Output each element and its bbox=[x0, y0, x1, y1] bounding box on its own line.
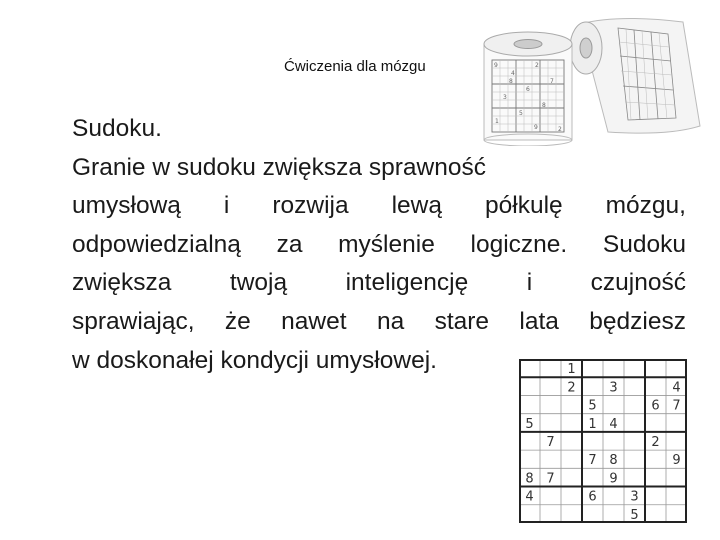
svg-text:9: 9 bbox=[494, 62, 498, 69]
sudoku-digit: 5 bbox=[630, 507, 639, 523]
sudoku-digit: 9 bbox=[609, 471, 618, 487]
sudoku-grid-image bbox=[519, 359, 687, 523]
sudoku-digit: 5 bbox=[588, 398, 597, 414]
svg-text:9: 9 bbox=[534, 124, 538, 131]
sudoku-digit: 4 bbox=[609, 416, 618, 432]
svg-text:6: 6 bbox=[526, 86, 530, 93]
sudoku-digit: 9 bbox=[672, 453, 681, 469]
sudoku-digit: 7 bbox=[546, 435, 555, 450]
svg-text:2: 2 bbox=[558, 126, 562, 133]
sudoku-digit: 5 bbox=[525, 416, 534, 432]
sudoku-digit: 7 bbox=[546, 471, 555, 487]
sudoku-digit: 7 bbox=[588, 453, 597, 469]
svg-text:8: 8 bbox=[509, 78, 513, 85]
sudoku-digit: 2 bbox=[567, 380, 576, 396]
svg-text:8: 8 bbox=[542, 102, 546, 109]
paragraph-line: Granie w sudoku zwiększa sprawność bbox=[72, 153, 486, 181]
paragraph-line: umysłową i rozwija lewą półkulę mózgu, bbox=[72, 192, 686, 220]
sudoku-digit: 3 bbox=[609, 380, 618, 396]
svg-text:5: 5 bbox=[519, 110, 523, 117]
paragraph-line: sprawiając, że nawet na stare lata będziesz bbox=[72, 307, 686, 335]
sudoku-digit: 6 bbox=[651, 398, 660, 414]
paragraph-line: zwiększa twoją inteligencję i czujność bbox=[72, 269, 686, 297]
sudoku-digit: 7 bbox=[672, 398, 681, 414]
sudoku-digit: 3 bbox=[630, 489, 639, 505]
paragraph-line: odpowiedzialną za myślenie logiczne. Sudoku bbox=[72, 230, 686, 258]
svg-text:2: 2 bbox=[535, 62, 539, 69]
heading: Sudoku. bbox=[72, 115, 162, 142]
sudoku-digit: 4 bbox=[525, 489, 534, 505]
sudoku-digit: 1 bbox=[588, 416, 597, 432]
slide-body bbox=[72, 110, 686, 380]
slide-title: Ćwiczenia dla mózgu bbox=[284, 58, 426, 75]
sudoku-digit: 1 bbox=[567, 362, 576, 378]
sudoku-digit: 8 bbox=[525, 471, 534, 487]
svg-text:3: 3 bbox=[503, 94, 507, 101]
svg-text:4: 4 bbox=[511, 70, 515, 77]
sudoku-digit: 6 bbox=[588, 489, 597, 505]
sudoku-digit: 2 bbox=[651, 435, 660, 450]
sudoku-digit: 8 bbox=[609, 453, 618, 469]
svg-text:7: 7 bbox=[550, 78, 554, 85]
sudoku-grid-icon bbox=[519, 359, 687, 523]
svg-text:1: 1 bbox=[495, 118, 499, 125]
sudoku-digit: 4 bbox=[672, 380, 681, 396]
paragraph-line: w doskonałej kondycji umysłowej. bbox=[72, 346, 437, 374]
